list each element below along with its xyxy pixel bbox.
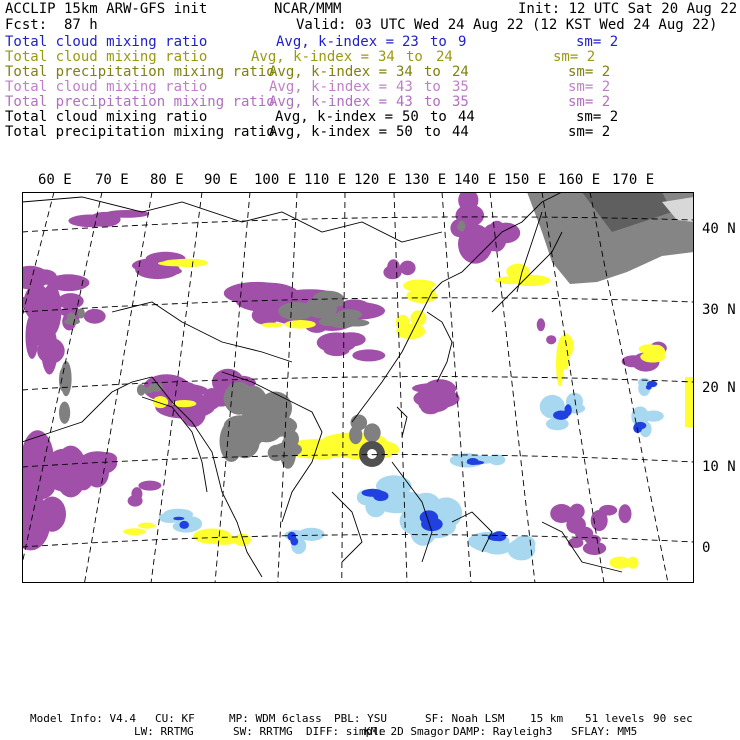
lon-label: 130 E — [404, 172, 447, 188]
purple-cloud-cell — [566, 516, 586, 534]
legend-k-end: 35 — [452, 94, 469, 110]
legend-to: to — [424, 94, 441, 110]
footer-item: DAMP: Rayleigh3 — [453, 725, 553, 738]
purple-cloud-cell — [568, 538, 583, 548]
lightblue-cloud-cell — [643, 411, 664, 422]
purple-cloud-cell — [424, 379, 456, 398]
footer-item: SW: RRTMG — [233, 725, 293, 738]
yellow-precip-cell — [410, 310, 426, 326]
lat-label: 0 — [702, 540, 711, 556]
legend-k-end: 35 — [452, 79, 469, 95]
yellow-precip-cell — [506, 264, 529, 280]
purple-cloud-cell — [104, 210, 149, 218]
lon-label: 60 E — [38, 172, 72, 188]
purple-cloud-cell — [203, 388, 222, 410]
blue-cloud-cell — [553, 411, 569, 420]
lat-label: 20 N — [702, 380, 736, 396]
legend-field-name: Total precipitation mixing ratio — [5, 94, 275, 110]
legend-avg-label: Avg, k-index = — [269, 64, 388, 80]
gray-cloud-cell — [351, 415, 368, 431]
lon-label: 100 E — [254, 172, 297, 188]
yellow-precip-cell — [158, 261, 197, 267]
yellow-precip-cell — [627, 557, 638, 569]
legend-avg-label: Avg, k-index = — [269, 79, 388, 95]
purple-cloud-cell — [387, 259, 400, 275]
legend-smoothing: sm= 2 — [568, 64, 611, 80]
blue-cloud-cell — [362, 489, 384, 497]
gray-cloud-cell — [457, 223, 463, 231]
purple-cloud-cell — [97, 452, 117, 465]
legend-smoothing: sm= 2 — [568, 124, 611, 140]
legend-smoothing: sm= 2 — [568, 94, 611, 110]
legend-to: to — [424, 79, 441, 95]
legend-avg-label: Avg, k-index = — [275, 109, 394, 125]
legend-smoothing: sm= 2 — [553, 49, 596, 65]
yellow-precip-cell — [285, 320, 316, 329]
typhoon-eye — [367, 449, 377, 459]
legend-to: to — [406, 49, 423, 65]
purple-cloud-cell — [400, 261, 416, 276]
yellow-precip-cell — [407, 280, 435, 290]
footer-item: CU: KF — [155, 712, 195, 725]
legend-k-start: 23 — [402, 34, 419, 50]
legend-k-start: 34 — [396, 64, 413, 80]
purple-cloud-cell — [352, 349, 385, 361]
yellow-precip-cell — [123, 528, 145, 535]
legend-field-name: Total cloud mixing ratio — [5, 49, 208, 65]
legend-to: to — [424, 124, 441, 140]
fcst-value: 87 h — [64, 17, 98, 33]
yellow-precip-cell — [558, 334, 574, 358]
blue-cloud-cell — [467, 458, 479, 465]
footer-item: 15 km — [530, 712, 564, 725]
blue-cloud-cell — [179, 521, 189, 529]
legend-k-end: 24 — [436, 49, 453, 65]
yellow-precip-cell — [685, 377, 694, 427]
footer-item: LW: RRTMG — [134, 725, 194, 738]
footer-item: 51 levels — [585, 712, 645, 725]
lat-label: 40 N — [702, 221, 736, 237]
footer-item: DIFF: simple — [306, 725, 386, 738]
legend-k-start: 34 — [378, 49, 395, 65]
yellow-precip-cell — [261, 323, 283, 328]
legend-k-end: 44 — [452, 124, 469, 140]
purple-cloud-cell — [38, 497, 66, 532]
gray-cloud-cell — [324, 315, 350, 324]
blue-cloud-cell — [290, 538, 298, 546]
legend-k-end: 9 — [458, 34, 467, 50]
yellow-precip-cell — [138, 523, 155, 529]
legend-k-end: 24 — [452, 64, 469, 80]
lon-label: 160 E — [558, 172, 601, 188]
lightblue-cloud-cell — [546, 418, 569, 431]
valid-time: Valid: 03 UTC Wed 24 Aug 22 (12 KST Wed 24 Aug 22) — [296, 17, 718, 33]
legend-smoothing: sm= 2 — [576, 109, 619, 125]
gray-cloud-cell — [224, 382, 255, 415]
org-label: NCAR/MMM — [274, 1, 342, 17]
gray-cloud-cell — [137, 384, 146, 396]
yellow-precip-cell — [396, 324, 425, 340]
legend-field-name: Total cloud mixing ratio — [5, 109, 208, 125]
purple-cloud-cell — [84, 309, 106, 324]
legend-k-start: 50 — [402, 109, 419, 125]
purple-cloud-cell — [336, 332, 365, 346]
legend-k-start: 50 — [396, 124, 413, 140]
legend-field-name: Total precipitation mixing ratio — [5, 64, 275, 80]
purple-cloud-cell — [537, 318, 545, 331]
footer-item: SF: Noah LSM — [425, 712, 505, 725]
legend-k-start: 43 — [396, 94, 413, 110]
gray-cloud-cell — [278, 302, 314, 320]
legend-k-end: 44 — [458, 109, 475, 125]
legend-avg-label: Avg, k-index = — [251, 49, 370, 65]
map-panel — [22, 192, 694, 583]
legend-k-start: 43 — [396, 79, 413, 95]
blue-cloud-cell — [173, 517, 184, 521]
purple-cloud-cell — [131, 487, 142, 501]
gray-cloud-cell — [78, 308, 85, 319]
lon-label: 150 E — [504, 172, 547, 188]
legend-smoothing: sm= 2 — [568, 79, 611, 95]
purple-cloud-cell — [138, 481, 161, 491]
yellow-precip-cell — [153, 396, 168, 408]
footer-item: KM: 2D Smagor — [364, 725, 451, 738]
purple-cloud-cell — [546, 335, 556, 344]
legend-avg-label: Avg, k-index = — [269, 124, 388, 140]
plot-title: ACCLIP 15km ARW-GFS init — [5, 1, 208, 17]
footer-item: MP: WDM 6class — [229, 712, 322, 725]
footer-item: PBL: YSU — [334, 712, 387, 725]
footer-item: SFLAY: MM5 — [571, 725, 638, 738]
legend-smoothing: sm= 2 — [576, 34, 619, 50]
lightblue-cloud-cell — [450, 453, 485, 467]
fcst-label: Fcst: — [5, 17, 48, 33]
legend-to: to — [430, 109, 447, 125]
lon-label: 110 E — [304, 172, 347, 188]
purple-cloud-cell — [487, 221, 507, 252]
lat-label: 10 N — [702, 459, 736, 475]
legend-field-name: Total cloud mixing ratio — [5, 79, 208, 95]
legend-to: to — [424, 64, 441, 80]
purple-cloud-cell — [26, 314, 39, 359]
gray-cloud-cell — [364, 423, 381, 442]
legend-avg-label: Avg, k-index = — [269, 94, 388, 110]
lon-label: 90 E — [204, 172, 238, 188]
legend-field-name: Total cloud mixing ratio — [5, 34, 208, 50]
init-time: Init: 12 UTC Sat 20 Aug 22 — [518, 1, 738, 17]
lat-label: 30 N — [702, 302, 736, 318]
yellow-precip-cell — [208, 535, 239, 545]
yellow-precip-cell — [647, 345, 665, 360]
gray-cloud-cell — [59, 402, 70, 424]
lon-label: 80 E — [150, 172, 184, 188]
blue-cloud-cell — [492, 531, 506, 541]
lon-label: 140 E — [454, 172, 497, 188]
lon-label: 120 E — [354, 172, 397, 188]
purple-cloud-cell — [583, 542, 606, 555]
legend-avg-label: Avg, k-index = — [276, 34, 395, 50]
legend-field-name: Total precipitation mixing ratio — [5, 124, 275, 140]
footer-item: Model Info: V4.4 — [30, 712, 136, 725]
legend-to: to — [430, 34, 447, 50]
purple-cloud-cell — [619, 504, 632, 523]
yellow-precip-cell — [303, 444, 341, 459]
lon-label: 70 E — [95, 172, 129, 188]
footer-item: 90 sec — [653, 712, 693, 725]
lon-label: 170 E — [612, 172, 655, 188]
purple-cloud-cell — [68, 215, 111, 228]
lightblue-cloud-cell — [508, 539, 536, 561]
blue-cloud-cell — [646, 385, 652, 390]
gray-cloud-cell — [286, 431, 299, 448]
